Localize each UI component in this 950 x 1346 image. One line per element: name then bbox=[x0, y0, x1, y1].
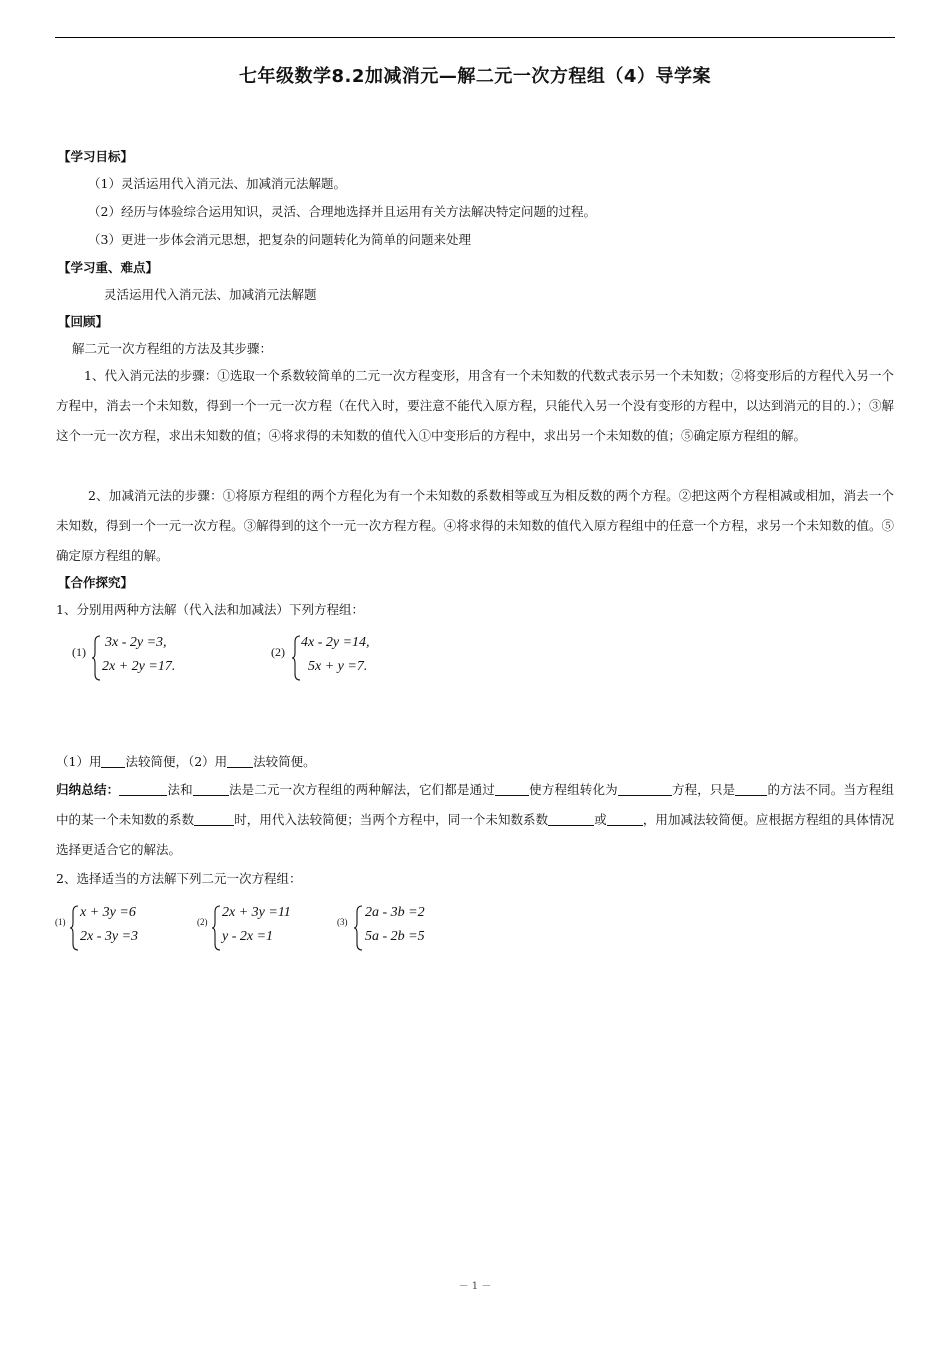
equation-2: 2x + 2y =17. bbox=[102, 659, 176, 674]
page-number: － 1 － bbox=[458, 1281, 492, 1292]
summary-text: 或 bbox=[594, 812, 607, 827]
question-1: 1、分别用两种方法解（代入法和加减法）下列方程组： bbox=[56, 602, 364, 617]
blank-field[interactable] bbox=[495, 781, 529, 796]
question-2: 2、选择适当的方法解下列二元一次方程组： bbox=[56, 871, 302, 886]
review-intro: 解二元一次方程组的方法及其步骤： bbox=[72, 341, 273, 356]
equation-system-1-2 bbox=[271, 634, 441, 682]
equation-2: y - 2x =1 bbox=[222, 929, 274, 944]
keypoints-text: 灵活运用代入消元法、加减消元法解题 bbox=[104, 287, 317, 302]
goal-item-2: （2）经历与体验综合运用知识，灵活、合理地选择并且运用有关方法解决特定问题的过程。 bbox=[88, 204, 596, 219]
goal-item-3: （3）更进一步体会消元思想，把复杂的问题转化为简单的问题来处理 bbox=[88, 232, 471, 247]
left-brace-icon bbox=[354, 904, 364, 952]
summary-paragraph bbox=[56, 775, 894, 865]
equation-2: 5x + y =7. bbox=[308, 659, 368, 674]
fill-text-2: 法较简便，（2）用 bbox=[125, 754, 228, 769]
fill-line bbox=[56, 752, 316, 772]
review-step-2: 2、加减消元法的步骤：①将原方程组的两个方程化为有一个未知数的系数相等或互为相反数的两个方程。②把这两个方程相减或相加，消去一个未知数，得到一个一元一次方程。③解得到的这个一元一次方程方程。④将求得的未知数的值代入原方程组中的任意一个方程，求另一个未知数的值。⑤确定原方程组的解。 bbox=[56, 488, 894, 563]
equation-1: 3x - 2y =3, bbox=[105, 635, 167, 650]
left-brace-icon bbox=[92, 634, 102, 682]
blank-field[interactable] bbox=[618, 781, 672, 796]
blank-field[interactable] bbox=[119, 781, 167, 796]
equation-1: x + 3y =6 bbox=[80, 905, 136, 920]
left-brace-icon bbox=[212, 904, 222, 952]
left-brace-icon bbox=[70, 904, 80, 952]
summary-text: 的方法不同。当方程组中的某一个未知数的系数 bbox=[56, 782, 894, 827]
equation-system-2-3 bbox=[337, 904, 457, 952]
system-label: (2) bbox=[197, 917, 208, 927]
blank-field[interactable] bbox=[101, 753, 125, 768]
explore-heading: 【合作探究】 bbox=[58, 575, 134, 590]
equation-1: 4x - 2y =14, bbox=[301, 635, 370, 650]
blank-field[interactable] bbox=[548, 811, 594, 826]
blank-field[interactable] bbox=[193, 781, 229, 796]
summary-text: 使方程组转化为 bbox=[528, 782, 618, 797]
equation-system-2-2 bbox=[197, 904, 317, 952]
summary-text: ，用加减法较简便。应根据方程组的具体情况选择更适合它的解法。 bbox=[56, 812, 894, 857]
fill-text-3: 法较简便。 bbox=[253, 754, 316, 769]
review-step-1: 1、代入消元法的步骤：①选取一个系数较简单的二元一次方程变形，用含有一个未知数的代数式表示另一个未知数；②将变形后的方程代入另一个方程中，消去一个未知数，得到一个一元一次方程（在代入时，要注意不能代入原方程，只能代入另一个没有变形的方程中，以达到消元的目的.）；③解这个一元一次方程，求出未知数的值；④将求得的未知数的值代入①中变形后的方程中，求出另一个未知数的值；⑤确定原方程组的解。 bbox=[56, 368, 894, 443]
equation-2: 2x - 3y =3 bbox=[80, 929, 139, 944]
equation-1: 2a - 3b =2 bbox=[365, 905, 425, 920]
fill-text-1: （1）用 bbox=[56, 754, 102, 769]
top-rule bbox=[55, 37, 895, 38]
goals-heading: 【学习目标】 bbox=[58, 149, 134, 164]
goal-item-1: （1）灵活运用代入消元法、加减消元法解题。 bbox=[88, 176, 346, 191]
system-label: (1) bbox=[72, 645, 86, 659]
blank-field[interactable] bbox=[194, 811, 234, 826]
blank-field[interactable] bbox=[607, 811, 643, 826]
summary-text: 时，用代入法较简便；当两个方程中，同一个未知数系数 bbox=[234, 812, 549, 827]
blank-field[interactable] bbox=[227, 753, 253, 768]
page-title: 七年级数学8.2加减消元—解二元一次方程组（4）导学案 bbox=[239, 66, 711, 87]
keypoints-heading: 【学习重、难点】 bbox=[58, 260, 159, 275]
summary-text: 方程，只是 bbox=[671, 782, 736, 797]
review-heading: 【回顾】 bbox=[58, 314, 109, 329]
summary-lead: 归纳总结： bbox=[56, 782, 120, 797]
system-label: (3) bbox=[337, 917, 348, 927]
blank-field[interactable] bbox=[735, 781, 767, 796]
equation-system-1-1 bbox=[72, 634, 242, 682]
system-label: (1) bbox=[55, 917, 66, 927]
system-label: (2) bbox=[271, 645, 285, 659]
equation-2: 5a - 2b =5 bbox=[365, 929, 425, 944]
summary-text: 法和 bbox=[167, 782, 193, 797]
equation-1: 2x + 3y =11 bbox=[222, 905, 291, 920]
summary-text: 法是二元一次方程组的两种解法，它们都是通过 bbox=[228, 782, 495, 797]
equation-system-2-1 bbox=[55, 904, 175, 952]
